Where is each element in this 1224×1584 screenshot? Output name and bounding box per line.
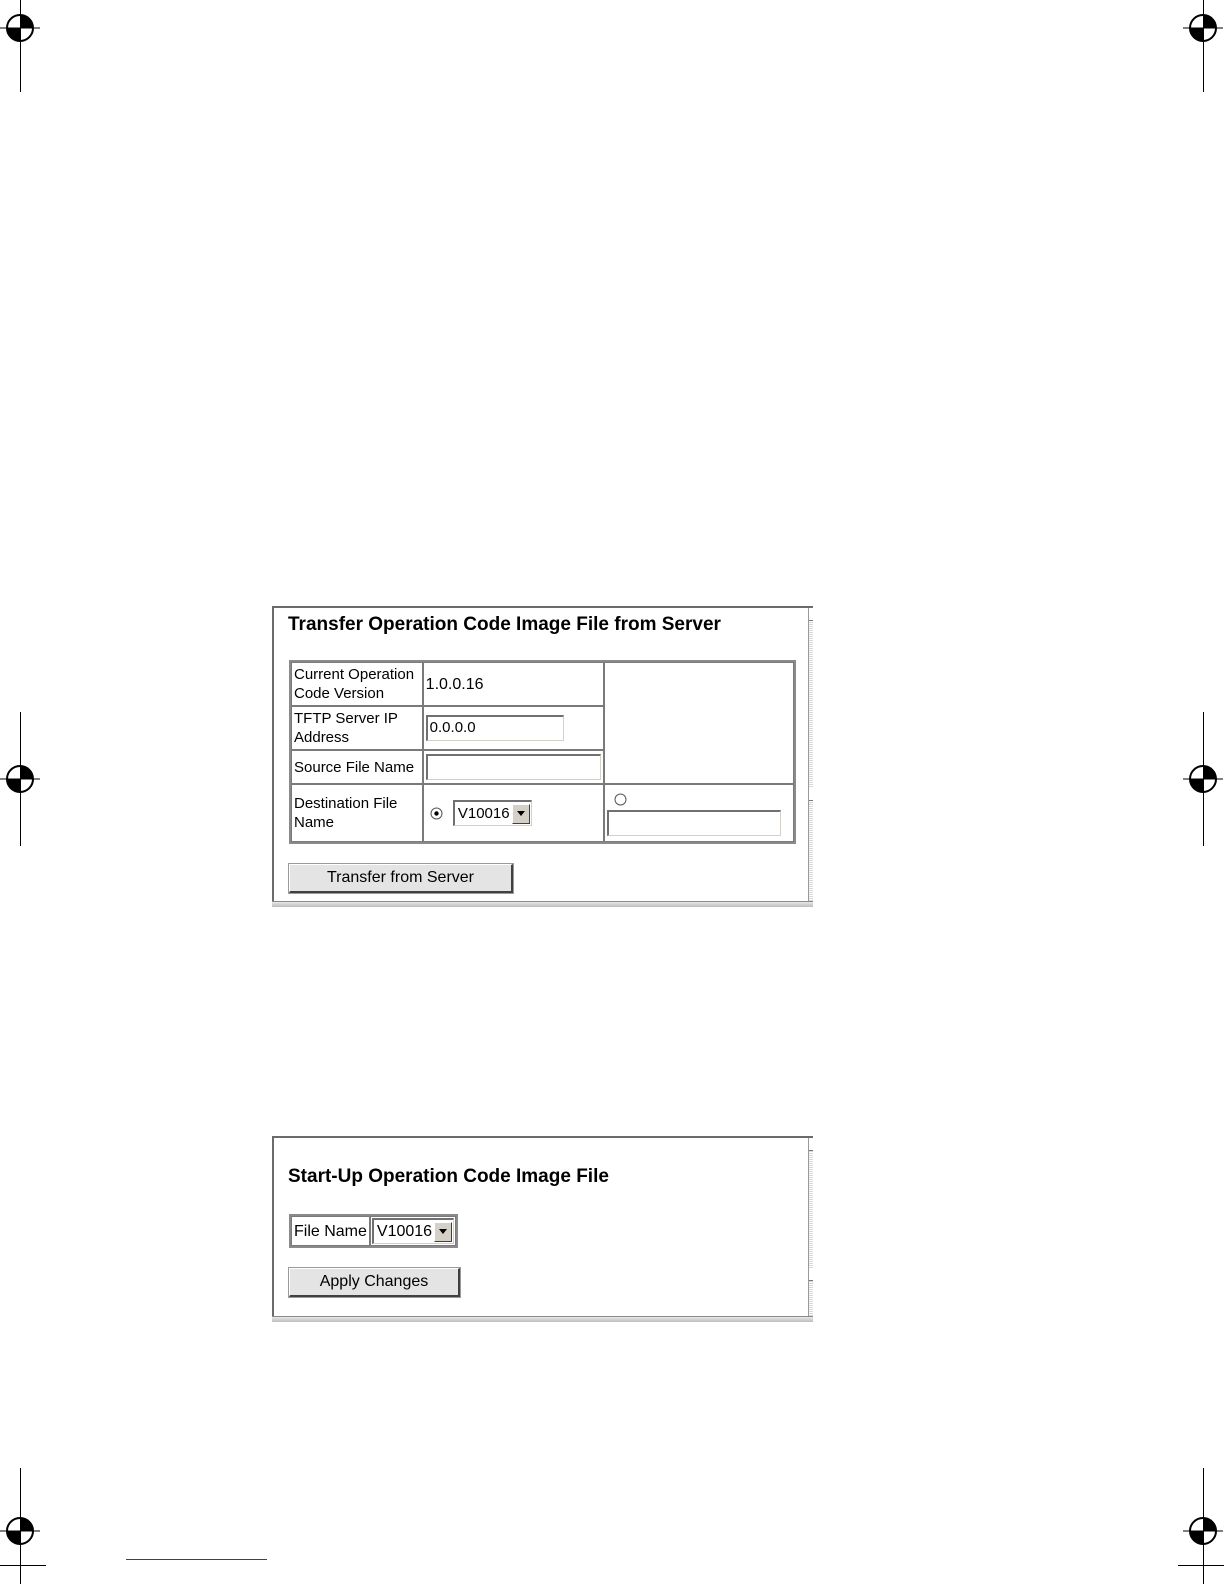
transfer-panel [272, 606, 813, 907]
source-input-cell [423, 750, 604, 784]
transfer-from-server-button[interactable]: Transfer from Server [289, 864, 513, 893]
destination-select-cell [423, 784, 604, 842]
startup-file-value: V10016 [376, 1223, 433, 1240]
transfer-panel-title: Transfer Operation Code Image File from Server [288, 614, 721, 635]
registration-mark-icon [0, 8, 40, 48]
panel-scrollbar[interactable] [808, 608, 813, 901]
registration-mark-icon [1183, 1511, 1223, 1551]
tftp-input-cell [423, 706, 604, 750]
radio-checked-icon[interactable] [430, 807, 443, 820]
label-line: TFTP Server IP [294, 710, 398, 727]
source-file-name-input[interactable] [426, 754, 601, 780]
tftp-label [291, 706, 423, 750]
transfer-form-table [289, 660, 796, 844]
label-line: Code Version [294, 685, 385, 702]
panel-bottom-edge [272, 1316, 813, 1322]
tftp-server-ip-input[interactable]: 0.0.0.0 [426, 715, 564, 741]
registration-mark-icon [1183, 8, 1223, 48]
startup-panel [272, 1136, 813, 1322]
startup-form-table [289, 1214, 458, 1248]
registration-mark-icon [0, 1511, 40, 1551]
footer-underline [126, 1559, 267, 1560]
crop-line [1178, 1565, 1224, 1566]
registration-mark-icon [1183, 759, 1223, 799]
file-name-select-cell [370, 1216, 456, 1246]
panel-bottom-edge [272, 901, 813, 907]
destination-file-select[interactable] [453, 800, 532, 826]
label-line: Current Operation [294, 666, 415, 683]
label-line: Destination File [294, 795, 398, 812]
source-file-label: Source File Name [291, 750, 423, 784]
chevron-down-icon[interactable] [512, 804, 530, 824]
file-name-label: File Name [291, 1216, 370, 1246]
current-version-value: 1.0.0.16 [423, 662, 604, 706]
label-line: Address [294, 729, 350, 746]
label-line: Name [294, 814, 335, 831]
empty-cell [604, 662, 794, 784]
apply-changes-button[interactable]: Apply Changes [289, 1268, 460, 1297]
current-version-label [291, 662, 423, 706]
startup-panel-title: Start-Up Operation Code Image File [288, 1166, 609, 1187]
startup-file-select[interactable] [372, 1218, 454, 1244]
panel-scrollbar[interactable] [808, 1138, 813, 1316]
destination-file-value: V10016 [457, 805, 510, 822]
destination-label [291, 784, 423, 842]
registration-mark-icon [0, 759, 40, 799]
chevron-down-icon[interactable] [434, 1222, 452, 1242]
destination-custom-input[interactable] [607, 810, 781, 836]
crop-line [0, 1565, 46, 1566]
destination-custom-cell [604, 784, 794, 842]
radio-unchecked-icon[interactable] [614, 793, 627, 806]
